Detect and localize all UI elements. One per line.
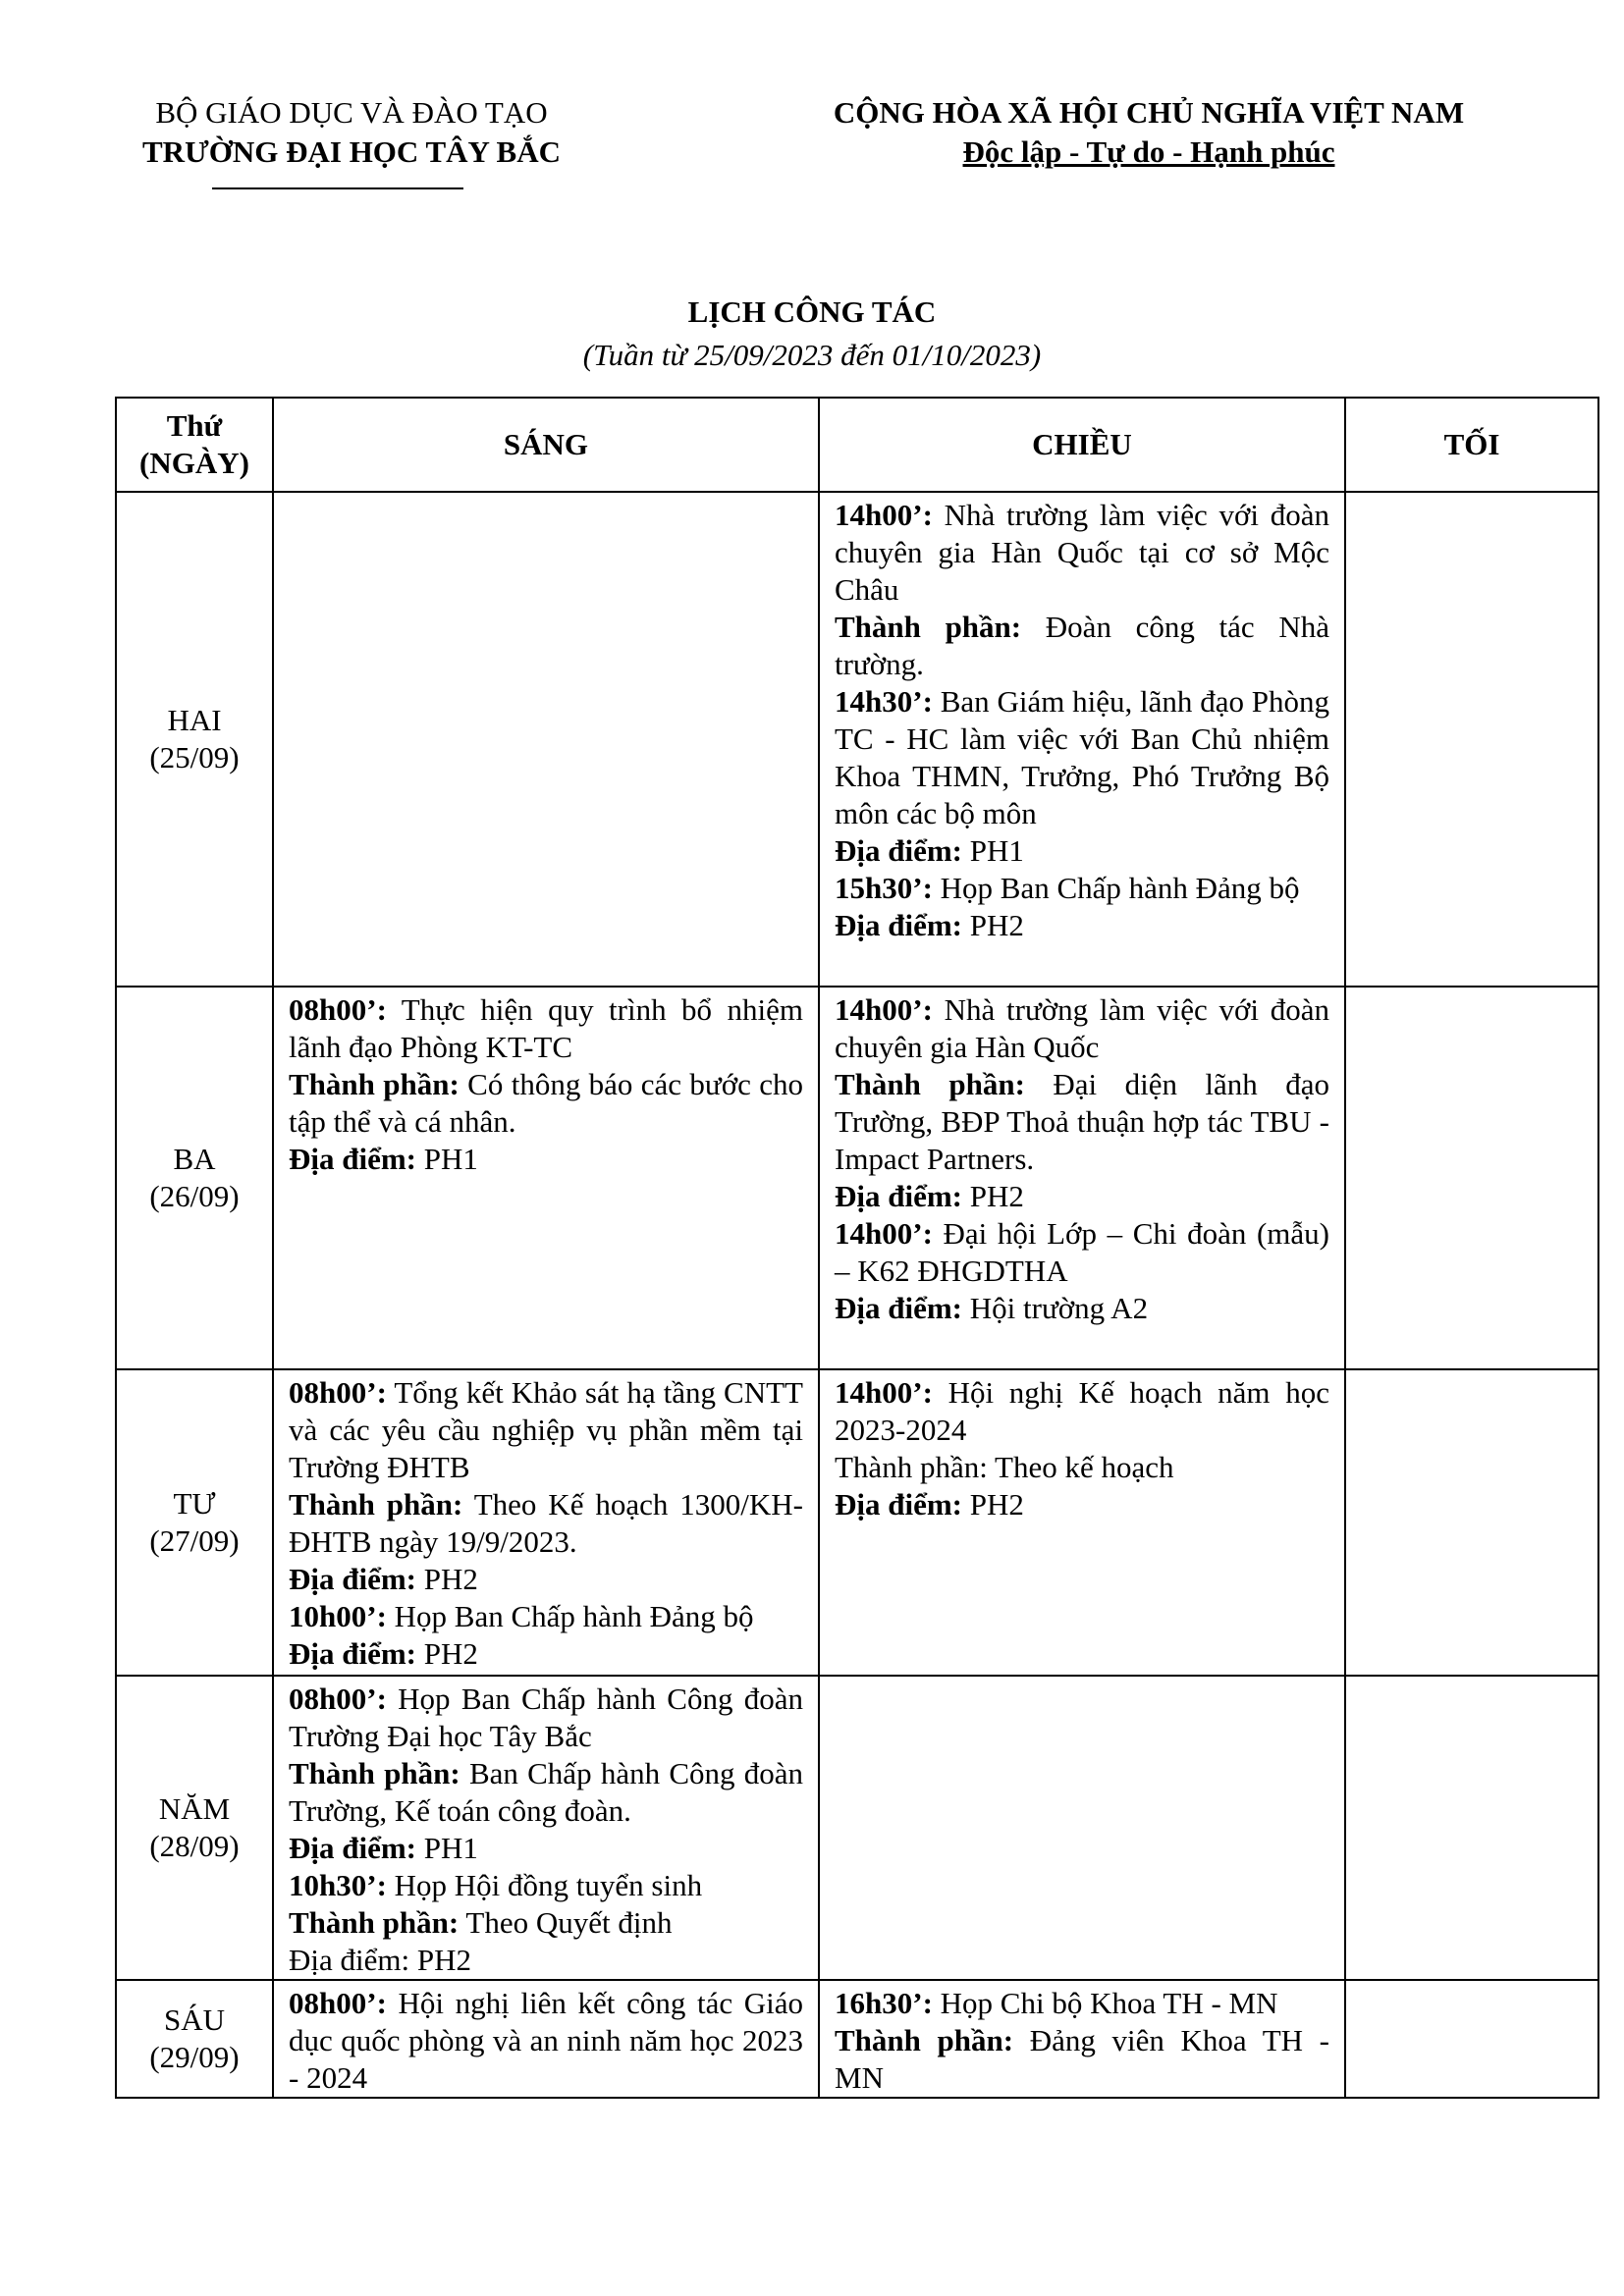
entry-label: 08h00’: bbox=[289, 1375, 387, 1410]
entry-text: PH2 bbox=[423, 1562, 478, 1596]
day-column-header: Thứ (NGÀY) bbox=[116, 398, 273, 492]
table-header-row bbox=[116, 398, 1598, 492]
table-row bbox=[116, 1676, 1598, 1980]
evening-cell bbox=[1345, 1369, 1598, 1676]
ministry-name: BỘ GIÁO DỤC VÀ ĐÀO TẠO bbox=[155, 95, 548, 130]
entry-text: Họp Ban Chấp hành Đảng bộ bbox=[940, 871, 1300, 905]
morning-column-header: SÁNG bbox=[273, 398, 819, 492]
entry-label: Thành phần: bbox=[289, 1487, 463, 1522]
entry-label: Địa điểm: bbox=[289, 1636, 417, 1671]
entry-text: Đảng viên Khoa TH - MN bbox=[835, 2023, 1329, 2095]
day-name: NĂM bbox=[158, 1791, 231, 1826]
day-name: TƯ bbox=[173, 1486, 216, 1521]
afternoon-cell bbox=[819, 492, 1345, 987]
schedule-entry bbox=[289, 1486, 803, 1561]
evening-column-header: TỐI bbox=[1345, 398, 1598, 492]
afternoon-cell bbox=[819, 987, 1345, 1369]
schedule-table bbox=[115, 397, 1599, 2099]
entry-text: Đoàn công tác Nhà trường. bbox=[835, 610, 1329, 681]
entry-label: 14h00’: bbox=[835, 498, 933, 532]
entry-label: Địa điểm: bbox=[835, 908, 963, 942]
schedule-entry bbox=[289, 1598, 803, 1635]
entry-label: Thành phần: bbox=[835, 2023, 1014, 2057]
day-cell bbox=[116, 492, 273, 987]
document-subtitle: (Tuần từ 25/09/2023 đến 01/10/2023) bbox=[582, 338, 1042, 372]
table-row bbox=[116, 987, 1598, 1369]
afternoon-cell bbox=[819, 1369, 1345, 1676]
table-row bbox=[116, 1980, 1598, 2098]
day-cell bbox=[116, 987, 273, 1369]
schedule-entry bbox=[289, 1635, 803, 1673]
schedule-entry bbox=[289, 1755, 803, 1830]
entry-text: Theo Kế hoạch 1300/KH-ĐHTB ngày 19/9/2023. bbox=[289, 1487, 803, 1559]
entry-text: Thành phần: Theo kế hoạch bbox=[835, 1450, 1174, 1484]
morning-cell bbox=[273, 492, 819, 987]
schedule-entry bbox=[289, 1374, 803, 1486]
entry-text: Thực hiện quy trình bổ nhiệm lãnh đạo Phòng KT-TC bbox=[289, 992, 803, 1064]
schedule-entry bbox=[835, 832, 1329, 870]
entry-text: Đại diện lãnh đạo Trường, BĐP Thoả thuận hợp tác TBU - Impact Partners. bbox=[835, 1067, 1330, 1176]
entry-label: Thành phần: bbox=[289, 1905, 460, 1940]
day-name: SÁU bbox=[163, 2002, 225, 2037]
entry-text: PH2 bbox=[969, 908, 1024, 942]
schedule-entry bbox=[289, 1681, 803, 1755]
document-title: LỊCH CÔNG TÁC bbox=[687, 294, 937, 329]
schedule-entry bbox=[289, 1985, 803, 2097]
schedule-entry bbox=[289, 1066, 803, 1141]
national-motto-block bbox=[800, 93, 1497, 172]
evening-cell bbox=[1345, 492, 1598, 987]
entry-text: Họp Hội đồng tuyển sinh bbox=[394, 1868, 703, 1902]
entry-label: Địa điểm: bbox=[835, 1179, 963, 1213]
afternoon-cell bbox=[819, 1980, 1345, 2098]
schedule-entry bbox=[289, 1904, 803, 1942]
schedule-entry bbox=[835, 1215, 1329, 1290]
schedule-entry bbox=[289, 1867, 803, 1904]
entry-text: Nhà trường làm việc với đoàn chuyên gia Hàn Quốc bbox=[835, 992, 1329, 1064]
entry-label: Địa điểm: bbox=[289, 1142, 417, 1176]
university-name: TRƯỜNG ĐẠI HỌC TÂY BẮC bbox=[142, 134, 561, 169]
entry-text: PH1 bbox=[969, 833, 1024, 868]
schedule-entry bbox=[835, 1985, 1329, 2022]
entry-text: PH2 bbox=[969, 1179, 1024, 1213]
entry-label: Địa điểm: bbox=[835, 1487, 963, 1522]
entry-text: Nhà trường làm việc với đoàn chuyên gia Hàn Quốc tại cơ sở Mộc Châu bbox=[835, 498, 1329, 607]
day-date: (27/09) bbox=[149, 1523, 240, 1558]
afternoon-column-header: CHIỀU bbox=[819, 398, 1345, 492]
schedule-entry bbox=[835, 497, 1329, 609]
morning-cell bbox=[273, 1676, 819, 1980]
day-date: (25/09) bbox=[149, 740, 240, 774]
entry-text: Ban Giám hiệu, lãnh đạo Phòng TC - HC làm việc với Ban Chủ nhiệm Khoa THMN, Trưởng, Phó Trưởng Bộ môn các bộ môn bbox=[835, 684, 1330, 830]
evening-cell bbox=[1345, 987, 1598, 1369]
entry-text: Hội trường A2 bbox=[969, 1291, 1149, 1325]
entry-text: Hội nghị Kế hoạch năm học 2023-2024 bbox=[835, 1375, 1329, 1447]
entry-label: Thành phần: bbox=[289, 1067, 460, 1101]
entry-text: PH2 bbox=[969, 1487, 1024, 1522]
morning-cell bbox=[273, 987, 819, 1369]
entry-text: Họp Chi bộ Khoa TH - MN bbox=[940, 1986, 1278, 2020]
entry-label: 10h30’: bbox=[289, 1868, 387, 1902]
table-row bbox=[116, 492, 1598, 987]
evening-cell bbox=[1345, 1980, 1598, 2098]
entry-text: Ban Chấp hành Công đoàn Trường, Kế toán công đoàn. bbox=[289, 1756, 803, 1828]
entry-label: Địa điểm: bbox=[835, 833, 963, 868]
schedule-entry bbox=[289, 1830, 803, 1867]
entry-text: Tổng kết Khảo sát hạ tầng CNTT và các yêu cầu nghiệp vụ phần mềm tại Trường ĐHTB bbox=[289, 1375, 803, 1484]
day-date: (26/09) bbox=[149, 1179, 240, 1213]
morning-cell bbox=[273, 1980, 819, 2098]
schedule-entry bbox=[835, 870, 1329, 907]
day-name: BA bbox=[173, 1142, 216, 1176]
entry-text: Có thông báo các bước cho tập thể và cá nhân. bbox=[289, 1067, 803, 1139]
entry-label: 15h30’: bbox=[835, 871, 933, 905]
morning-cell bbox=[273, 1369, 819, 1676]
entry-label: 14h00’: bbox=[835, 992, 933, 1027]
day-date: (28/09) bbox=[149, 1829, 240, 1863]
entry-label: Thành phần: bbox=[289, 1756, 460, 1790]
entry-label: Thành phần: bbox=[835, 610, 1022, 644]
entry-text: Đại hội Lớp – Chi đoàn (mẫu) – K62 ĐHGDTHA bbox=[835, 1216, 1329, 1288]
day-cell bbox=[116, 1676, 273, 1980]
schedule-entry bbox=[835, 1449, 1329, 1486]
schedule-entry bbox=[835, 991, 1329, 1066]
day-name: HAI bbox=[167, 703, 222, 737]
entry-label: 08h00’: bbox=[289, 992, 387, 1027]
entry-text: Địa điểm: PH2 bbox=[289, 1943, 471, 1977]
entry-label: Thành phần: bbox=[835, 1067, 1025, 1101]
schedule-entry bbox=[835, 683, 1329, 832]
schedule-entry bbox=[835, 1178, 1329, 1215]
motto: Độc lập - Tự do - Hạnh phúc bbox=[962, 134, 1335, 169]
schedule-entry bbox=[289, 1561, 803, 1598]
entry-text: Hội nghị liên kết công tác Giáo dục quốc phòng và an ninh năm học 2023 - 2024 bbox=[289, 1986, 803, 2095]
entry-label: 10h00’: bbox=[289, 1599, 387, 1633]
schedule-entry bbox=[835, 1486, 1329, 1523]
schedule-entry bbox=[835, 907, 1329, 944]
entry-text: Theo Quyết định bbox=[465, 1905, 673, 1940]
header-underline bbox=[212, 187, 463, 189]
schedule-entry bbox=[835, 1066, 1329, 1178]
day-cell bbox=[116, 1980, 273, 2098]
entry-text: PH2 bbox=[423, 1636, 478, 1671]
schedule-entry bbox=[835, 1374, 1329, 1449]
schedule-entry bbox=[289, 1141, 803, 1178]
entry-text: PH1 bbox=[423, 1142, 478, 1176]
entry-label: 14h30’: bbox=[835, 684, 933, 719]
entry-text: Họp Ban Chấp hành Công đoàn Trường Đại học Tây Bắc bbox=[289, 1682, 803, 1753]
day-cell bbox=[116, 1369, 273, 1676]
entry-label: 14h00’: bbox=[835, 1375, 933, 1410]
schedule-entry bbox=[835, 609, 1329, 683]
entry-text: Họp Ban Chấp hành Đảng bộ bbox=[394, 1599, 754, 1633]
schedule-entry bbox=[835, 1290, 1329, 1327]
entry-label: Địa điểm: bbox=[289, 1831, 417, 1865]
afternoon-cell bbox=[819, 1676, 1345, 1980]
schedule-entry bbox=[289, 991, 803, 1066]
table-row bbox=[116, 1369, 1598, 1676]
day-date: (29/09) bbox=[149, 2040, 240, 2074]
entry-label: 08h00’: bbox=[289, 1682, 387, 1716]
country-name: CỘNG HÒA XÃ HỘI CHỦ NGHĨA VIỆT NAM bbox=[833, 95, 1465, 130]
evening-cell bbox=[1345, 1676, 1598, 1980]
entry-label: 16h30’: bbox=[835, 1986, 933, 2020]
schedule-entry bbox=[835, 2022, 1329, 2097]
entry-label: 14h00’: bbox=[835, 1216, 933, 1251]
entry-label: Địa điểm: bbox=[289, 1562, 417, 1596]
entry-label: 08h00’: bbox=[289, 1986, 387, 2020]
entry-label: Địa điểm: bbox=[835, 1291, 963, 1325]
issuer-block bbox=[116, 93, 587, 172]
entry-text: PH1 bbox=[423, 1831, 478, 1865]
schedule-entry bbox=[289, 1942, 803, 1979]
